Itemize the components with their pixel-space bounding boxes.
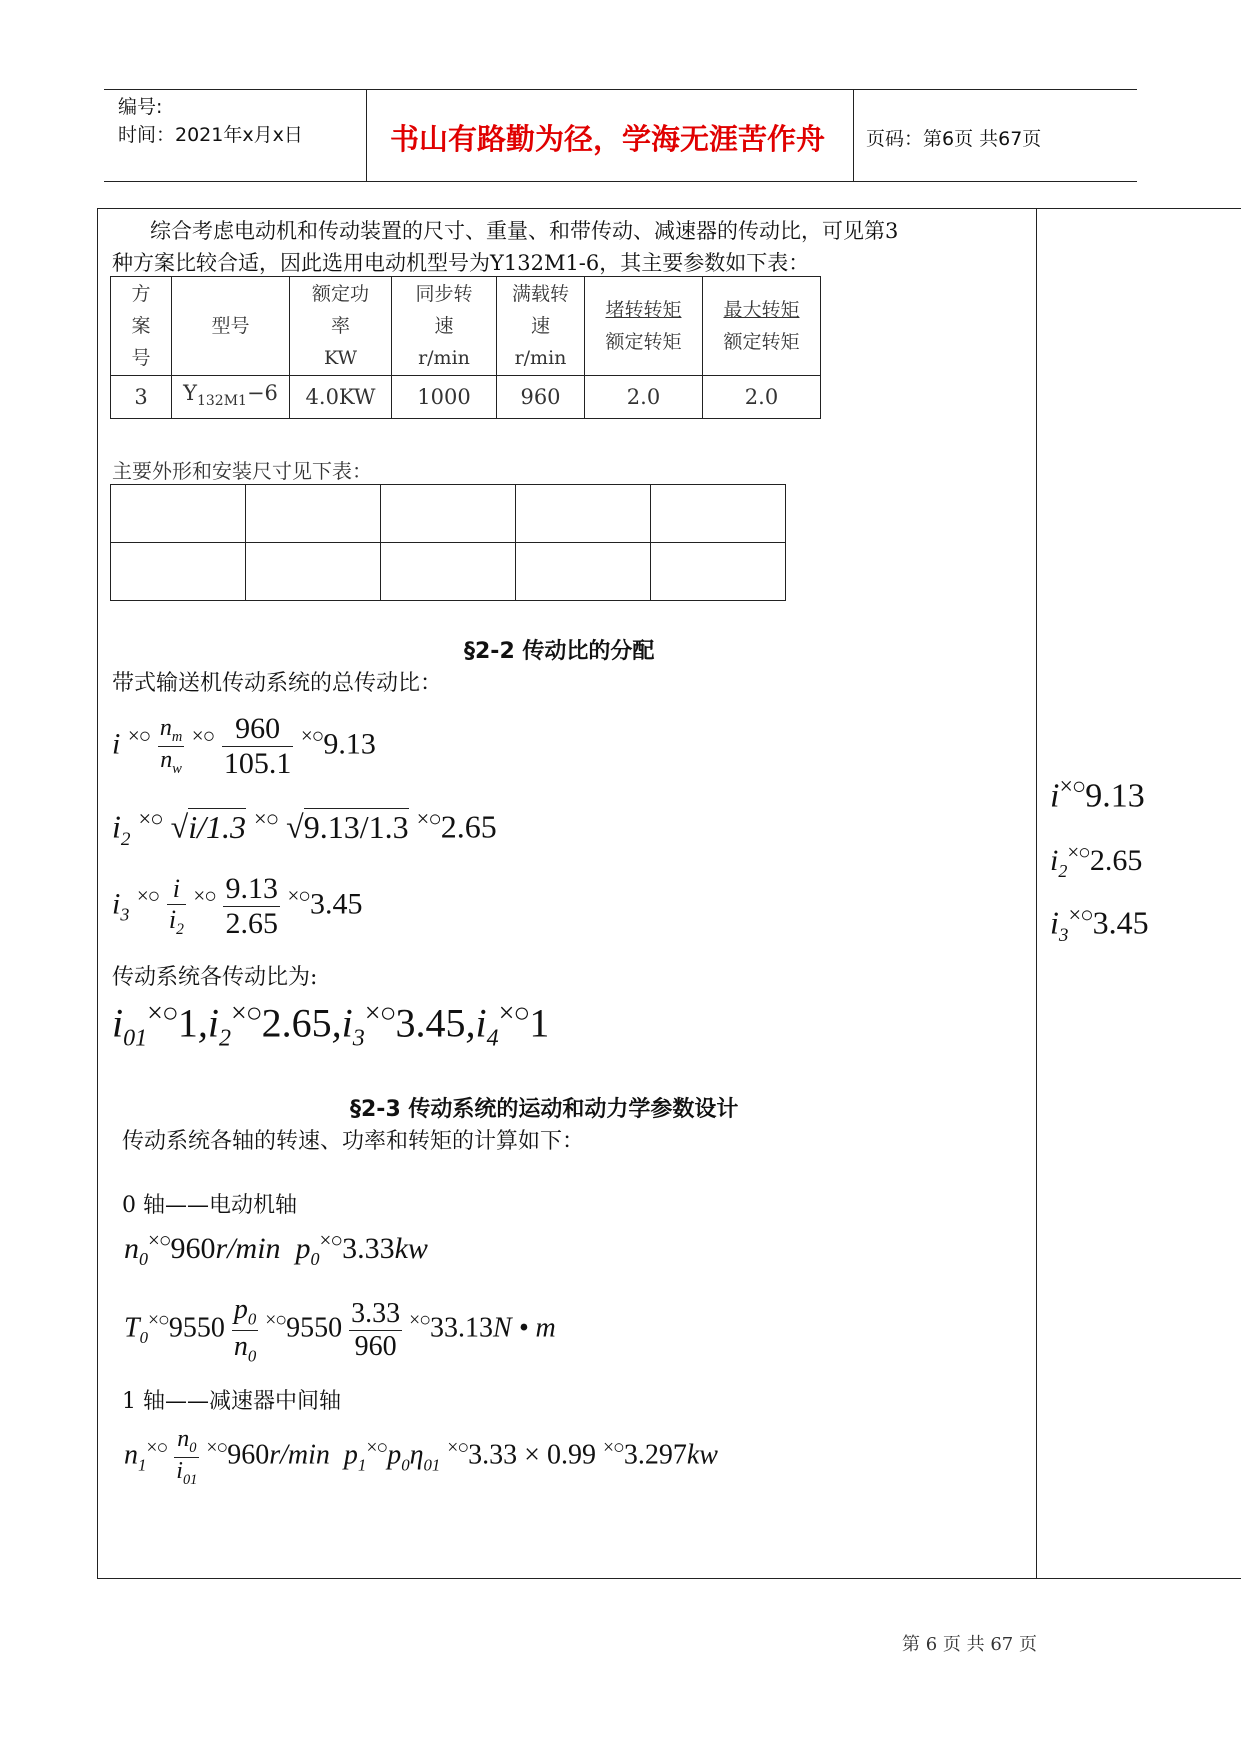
table-cell xyxy=(516,485,651,543)
header-model: 型号 xyxy=(172,277,290,376)
axis-0-label: 0 轴——电动机轴 xyxy=(122,1193,297,1218)
frame-top-rule xyxy=(97,208,1241,209)
table-cell xyxy=(111,485,246,543)
frame-left-rule xyxy=(97,208,98,1579)
cell-max-torque: 2.0 xyxy=(703,376,821,419)
axis-1-label: 1 轴——减速器中间轴 xyxy=(122,1389,341,1414)
header-stall-torque: 堵转转矩 额定转矩 xyxy=(585,277,703,376)
table-cell xyxy=(516,543,651,601)
motto: 书山有路勤为径，学海无涯苦作舟 xyxy=(390,122,826,156)
cell-model: $Y_{132M1}-6$ xyxy=(172,376,290,419)
cell-sync-speed: 1000 xyxy=(392,376,497,419)
motor-parameter-table xyxy=(110,276,821,419)
i2-equation: $i_2$ ×○ √i/1.3 ×○ √9.13/1.3 ×○2.65 xyxy=(112,806,497,851)
date-label: 时间：2021年x月x日 xyxy=(118,124,303,146)
header-bottom-rule xyxy=(104,181,1137,182)
table-cell xyxy=(651,543,786,601)
header-sync-speed: 同步转 速 r/min xyxy=(392,277,497,376)
header-top-rule xyxy=(104,89,1137,90)
axis-1-speed-power: $n_1^{\times○}$ $\frac{n_0}{i_{01}}$ ×○960r/min $p_1^{\times○}p_0\eta_{01}$ ×○3.33 × 0.99 ×○3.297kw xyxy=(124,1426,718,1488)
page-number-label: 页码：第6页 共67页 xyxy=(866,128,1042,150)
intro-line-2: 种方案比较合适，因此选用电动机型号为Y132M1-6，其主要参数如下表： xyxy=(112,251,810,275)
table-row xyxy=(111,376,821,419)
table-cell xyxy=(246,485,381,543)
side-result-i: i×○9.13 xyxy=(1050,774,1145,815)
dimensions-table xyxy=(110,484,786,601)
cell-power: 4.0KW xyxy=(290,376,392,419)
all-ratios-equation: $i_{01}^{\times○}1,i_2^{\times○}2.65,i_3^{\times○}3.45,i_4^{\times○}1$ xyxy=(112,998,550,1052)
table-header-row xyxy=(111,277,821,376)
section-2-3-intro: 传动系统各轴的转速、功率和转矩的计算如下： xyxy=(122,1129,585,1154)
table-cell xyxy=(381,485,516,543)
cell-scheme: 3 xyxy=(111,376,172,419)
frame-bottom-rule xyxy=(97,1578,1241,1579)
footer-page-number: 第 6 页 共 67 页 xyxy=(902,1634,1037,1655)
dims-caption: 主要外形和安装尺寸见下表： xyxy=(112,459,372,483)
table-cell xyxy=(651,485,786,543)
header-divider-left xyxy=(366,89,367,182)
table-cell xyxy=(381,543,516,601)
section-2-2-intro: 带式输送机传动系统的总传动比： xyxy=(112,671,443,696)
section-2-3-title: §2-3 传动系统的运动和动力学参数设计 xyxy=(350,1097,739,1122)
cell-full-speed: 960 xyxy=(497,376,585,419)
table-cell xyxy=(111,543,246,601)
table-row xyxy=(111,485,786,543)
header-power: 额定功 率 KW xyxy=(290,277,392,376)
axis-0-torque: $T_0^{\times○}9550$ $\frac{p_0}{n_0}$ ×○9550 $\frac{3.33}{960}$ ×○33.13N • m xyxy=(124,1294,556,1366)
table-row xyxy=(111,543,786,601)
header-scheme: 方 案 号 xyxy=(111,277,172,376)
side-result-i2: $i_2^{\times○}2.65$ xyxy=(1050,840,1143,881)
header-full-speed: 满载转 速 r/min xyxy=(497,277,585,376)
axis-0-speed-power: $n_0^{\times○}960r/\min$ $p_0^{\times○}3.33kw$ xyxy=(124,1228,428,1269)
table-cell xyxy=(246,543,381,601)
side-result-i3: $i_3^{\times○}3.45$ xyxy=(1050,902,1149,947)
header-max-torque: 最大转矩 额定转矩 xyxy=(703,277,821,376)
frame-divider xyxy=(1036,208,1037,1579)
section-2-2-title: §2-2 传动比的分配 xyxy=(464,639,655,664)
ratios-label: 传动系统各传动比为: xyxy=(112,965,318,990)
header-divider-right xyxy=(853,89,854,182)
total-ratio-equation: i ×○ $\frac{n_m}{n_w}$ ×○ $\frac{960}{105.1}$ ×○9.13 xyxy=(112,712,376,780)
cell-stall-torque: 2.0 xyxy=(585,376,703,419)
doc-number-label: 编号: xyxy=(118,96,163,118)
i3-equation: $i_3$ ×○ $\frac{i}{i_2}$ ×○ $\frac{9.13}{2.65}$ ×○3.45 xyxy=(112,872,363,940)
intro-line-1: 综合考虑电动机和传动装置的尺寸、重量、和带传动、减速器的传动比，可见第3 xyxy=(150,219,899,243)
